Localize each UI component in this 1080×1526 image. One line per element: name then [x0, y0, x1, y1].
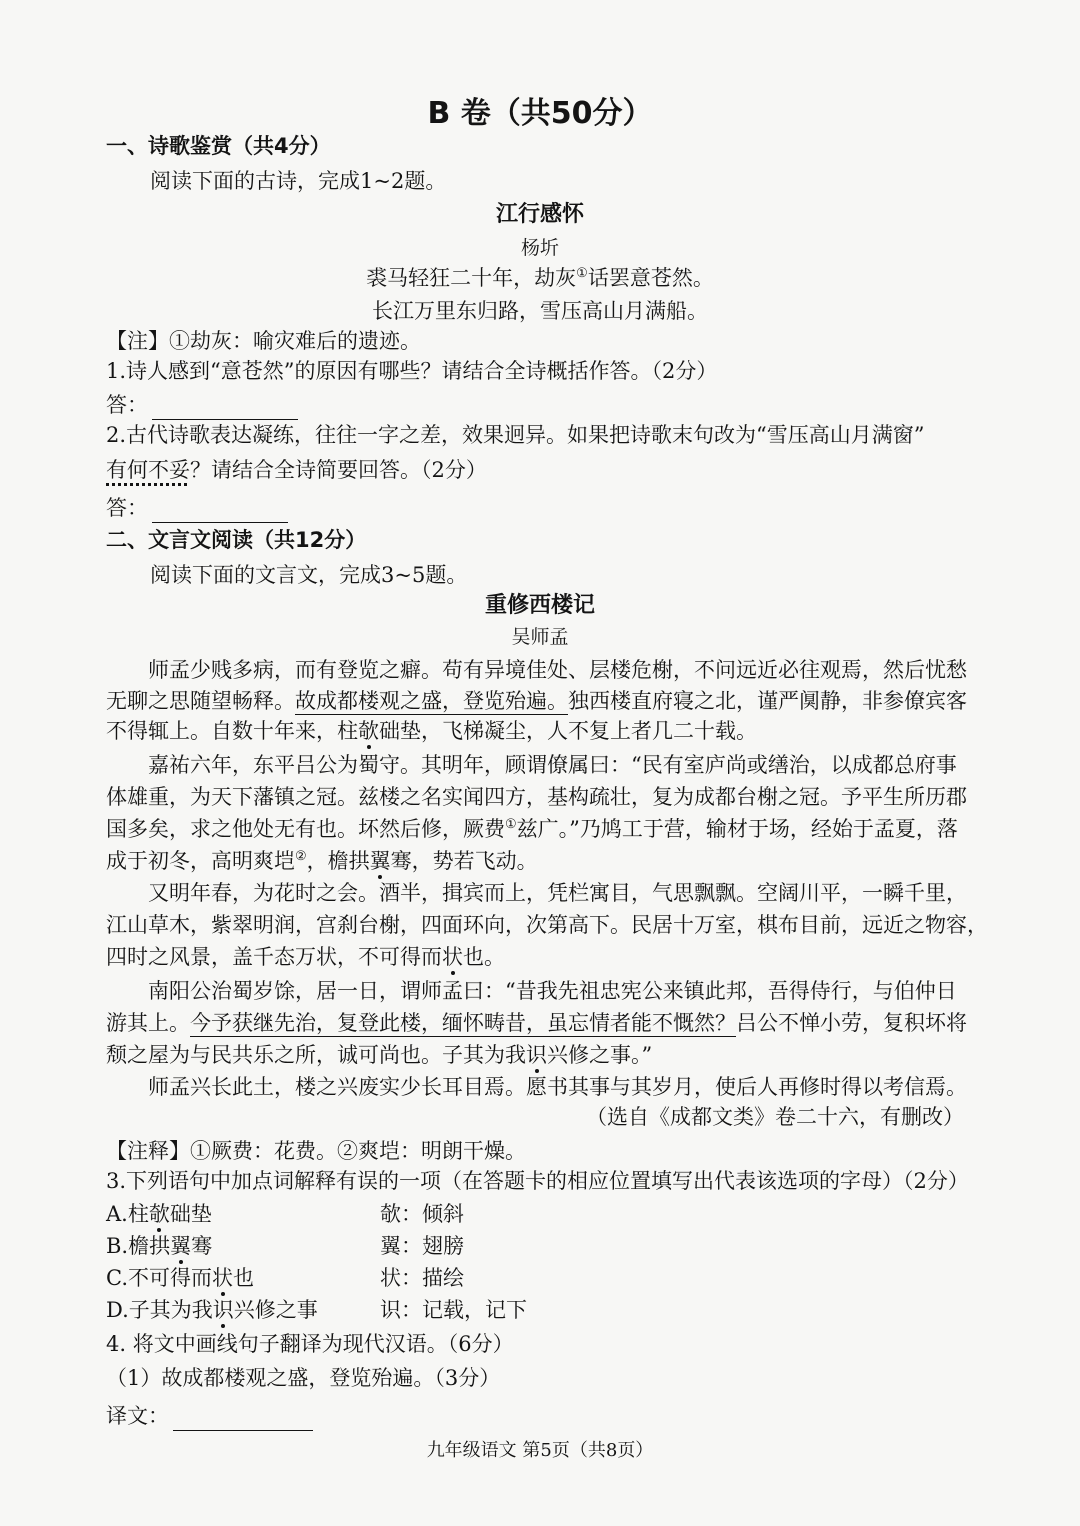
translation-label: 译文：	[106, 1404, 169, 1428]
essay-text: 国多矣，求之他处无有也。坏然后修，厥费	[106, 817, 505, 841]
question-2-line-2	[106, 455, 487, 485]
poem-title: 江行感怀	[495, 202, 584, 227]
essay-text: 吕公不惮小劳，复积坏将	[736, 1011, 967, 1035]
question-2-line-1: 2.古代诗歌表达凝练，往往一字之差，效果迥异。如果把诗歌末句改为“雪压高山月满窗”	[106, 423, 925, 447]
option-text: C.不可得而	[106, 1266, 212, 1290]
essay-text: 独西楼直府寝之北，谨严阒静，非参僚宾客	[568, 689, 967, 713]
footnote-mark-2: ②	[295, 849, 307, 864]
essay-text: 无聊之思随望畅释。	[106, 689, 295, 713]
option-d-explanation: 识：记载，记下	[380, 1298, 527, 1322]
option-text: 骞	[191, 1234, 213, 1258]
essay-source: （选自《成都文类》卷二十六，有删改）	[586, 1105, 964, 1129]
footnote-mark-1: ①	[505, 817, 517, 832]
essay-p3-line-2: 江山草木，紫翠明润，宫刹台榭，四面环向，次第高下。民居十万室，棋布目前，远近之物容，	[106, 913, 988, 937]
question-4-1: （1）故成都楼观之盛，登览殆遍。（3分）	[106, 1366, 501, 1390]
option-text: 也	[233, 1266, 254, 1290]
page-footer: 九年级语文 第5页（共8页）	[426, 1440, 654, 1461]
dotted-word: 翼	[170, 1234, 192, 1258]
poem-line-2: 长江万里东归路，雪压高山月满船。	[372, 299, 708, 323]
essay-p2-line-4	[106, 846, 538, 876]
essay-text: 础垫，飞梯凝尘，人不复上者几二十载。	[379, 719, 757, 743]
answer-2-blank[interactable]	[152, 500, 288, 523]
poem-author: 杨圻	[520, 237, 559, 259]
dotted-word: 识	[212, 1298, 234, 1322]
essay-text: 兴修之事。”	[547, 1043, 653, 1067]
option-text: A.柱	[106, 1202, 149, 1226]
option-b-text	[106, 1231, 212, 1261]
poem-line-1a: 裘马轻狂二十年，劫灰	[366, 266, 577, 290]
dotted-word: 翼	[369, 849, 391, 873]
option-a-text	[106, 1199, 212, 1229]
essay-p4-line-1: 南阳公治蜀岁馀，居一日，谓师孟曰：“昔我先祖忠宪公来镇此邦，吾得侍行，与伯仲日	[148, 979, 957, 1003]
essay-p5-line-1: 师孟兴长此土，楼之兴废实少长耳目焉。愿书其事与其岁月，使后人再修时得以考信焉。	[148, 1075, 967, 1099]
question-4: 4. 将文中画线句子翻译为现代汉语。（6分）	[106, 1332, 514, 1356]
essay-text: 成于初冬，高明爽垲	[106, 849, 295, 873]
poem-line-1	[0, 263, 1080, 293]
essay-p1-line-2	[106, 686, 967, 716]
essay-text: 游其上。	[106, 1011, 190, 1035]
option-text: 础垫	[169, 1202, 212, 1226]
option-a-explanation: 欹：倾斜	[380, 1202, 464, 1226]
essay-text: 骞，势若飞动。	[390, 849, 538, 873]
underlined-sentence-2: 今予获继先治，复登此楼，缅怀畴昔，虽忘情者能不慨然？	[190, 1011, 736, 1035]
translation-blank[interactable]	[173, 1408, 313, 1431]
dotted-word: 欹	[358, 719, 379, 743]
dotted-word: 识	[526, 1043, 547, 1067]
option-b-explanation: 翼：翅膀	[380, 1234, 464, 1258]
essay-text: 不得辄上。自数十年来，柱	[106, 719, 358, 743]
essay-p2-line-2: 体雄重，为天下藩镇之冠。兹楼之名实闻四方，基构疏壮，复为成都台榭之冠。予平生所历郡	[106, 785, 967, 809]
option-c-explanation: 状：描绘	[380, 1266, 464, 1290]
essay-text: 颓之屋为与民共乐之所，诚可尚也。子其为我	[106, 1043, 526, 1067]
emphasis-dotted-text: 有何不妥	[106, 458, 190, 482]
dotted-word: 状	[442, 945, 463, 969]
essay-title: 重修西楼记	[484, 593, 595, 618]
question-3: 3.下列语句中加点词解释有误的一项（在答题卡的相应位置填写出代表该选项的字母）（2分）	[106, 1169, 969, 1193]
translation-answer	[106, 1401, 313, 1431]
question-1: 1.诗人感到“意苍然”的原因有哪些？请结合全诗概括作答。（2分）	[106, 359, 718, 383]
section-heading-poetry: 一、诗歌鉴赏（共4分）	[106, 134, 331, 158]
essay-text: 四时之风景，盖千态万状，不可得而	[106, 945, 442, 969]
essay-p4-line-2	[106, 1008, 967, 1038]
answer-label: 答：	[106, 393, 148, 417]
essay-text: 兹广。”乃鸠工于营，输材于场，经始于孟夏，落	[516, 817, 958, 841]
answer-2	[106, 493, 288, 523]
footnote-mark-1: ①	[576, 266, 588, 281]
option-c-text	[106, 1263, 254, 1293]
essay-p2-line-1: 嘉祐六年，东平吕公为蜀守。其明年，顾谓僚属曰：“民有室庐尚或缮治，以成都总府事	[148, 753, 957, 777]
question-2-rest: ？请结合全诗简要回答。（2分）	[190, 458, 487, 482]
classical-instruction: 阅读下面的文言文，完成3~5题。	[150, 563, 468, 587]
underlined-sentence-1: 故成都楼观之盛，登览殆遍。	[295, 689, 568, 713]
essay-p2-line-3	[106, 814, 958, 844]
section-heading-classical: 二、文言文阅读（共12分）	[106, 528, 367, 552]
answer-1-blank[interactable]	[152, 397, 298, 420]
option-d-text	[106, 1295, 318, 1325]
page-title: B 卷（共50分）	[427, 96, 653, 131]
essay-notes: 【注释】①厥费：花费。②爽垲：明朗干燥。	[106, 1139, 526, 1163]
answer-label: 答：	[106, 496, 148, 520]
poem-note: 【注】①劫灰：喻灾难后的遗迹。	[106, 329, 421, 353]
option-text: 兴修之事	[233, 1298, 318, 1322]
answer-1	[106, 390, 298, 420]
essay-text: ，檐拱	[306, 849, 370, 873]
essay-p3-line-1: 又明年春，为花时之会。酒半，揖宾而上，凭栏寓目，气思飘飘。空阔川平，一瞬千里，	[148, 881, 967, 905]
poetry-instruction: 阅读下面的古诗，完成1~2题。	[150, 169, 447, 193]
poem-line-1b: 话罢意苍然。	[587, 266, 714, 290]
essay-p1-line-1: 师孟少贱多病，而有登览之癖。苟有异境佳处、层楼危榭，不问远近必往观焉，然后忧愁	[148, 658, 967, 682]
option-text: D.子其为我	[106, 1298, 213, 1322]
essay-text: 也。	[463, 945, 505, 969]
essay-author: 吴师孟	[511, 626, 569, 648]
essay-p4-line-3	[106, 1040, 652, 1070]
essay-p3-line-3	[106, 942, 505, 972]
dotted-word: 欹	[148, 1202, 170, 1226]
essay-p1-line-3	[106, 716, 757, 746]
dotted-word: 状	[212, 1266, 233, 1290]
option-text: B.檐拱	[106, 1234, 171, 1258]
